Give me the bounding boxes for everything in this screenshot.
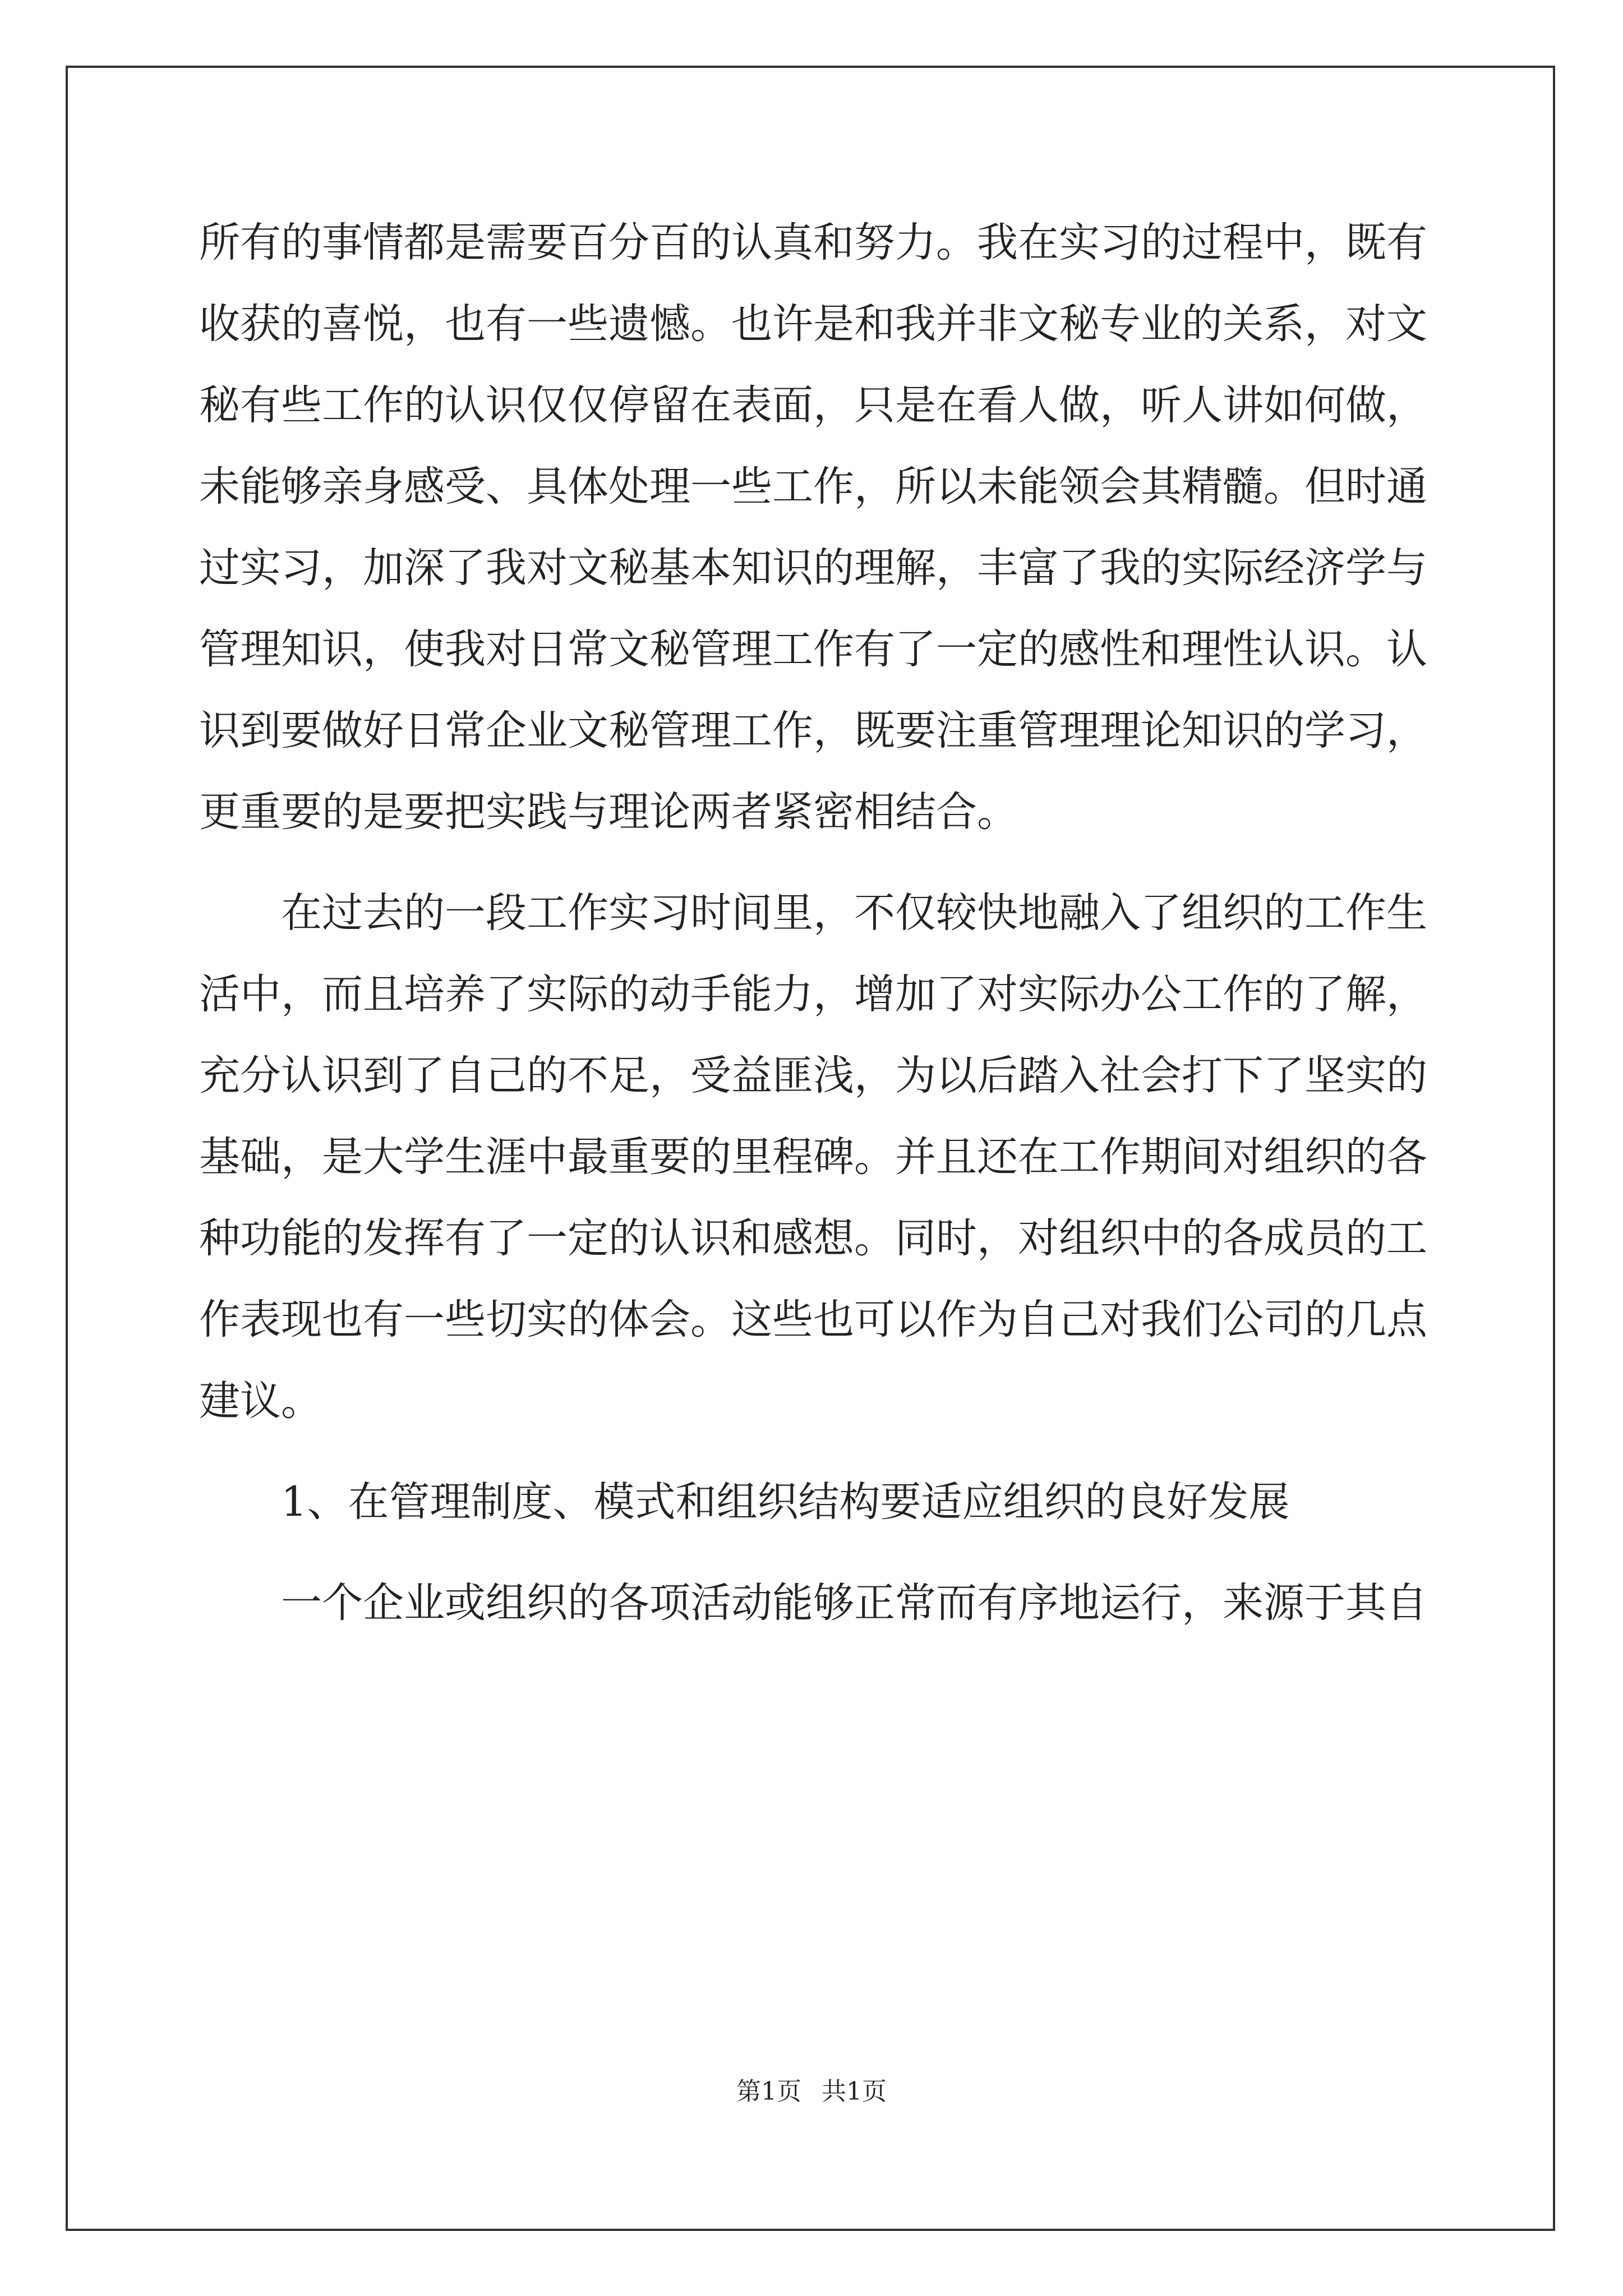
paragraph-2-line: 活中，而且培养了实际的动手能力，增加了对实际办公工作的了解，	[199, 970, 1427, 1018]
page-number: 第1页	[736, 2077, 801, 2106]
paragraph-1-line: 更重要的是要把实践与理论两者紧密相结合。	[199, 788, 1018, 836]
paragraph-2-line: 种功能的发挥有了一定的认识和感想。同时，对组织中的各成员的工	[199, 1214, 1427, 1262]
paragraph-1-line: 过实习，加深了我对文秘基本知识的理解，丰富了我的实际经济学与	[199, 544, 1427, 592]
paragraph-2-line: 在过去的一段工作实习时间里，不仅较快地融入了组织的工作生	[281, 889, 1427, 937]
paragraph-2-line: 建议。	[199, 1377, 322, 1425]
paragraph-2-line: 作表现也有一些切实的体会。这些也可以作为自己对我们公司的几点	[199, 1296, 1427, 1343]
paragraph-1-line: 所有的事情都是需要百分百的认真和努力。我在实习的过程中，既有	[199, 219, 1427, 266]
paragraph-2-line: 充分认识到了自己的不足，受益匪浅，为以后踏入社会打下了坚实的	[199, 1052, 1427, 1099]
page-footer	[0, 2071, 1623, 2107]
paragraph-1-line: 秘有些工作的认识仅仅停留在表面，只是在看人做，听人讲如何做，	[199, 381, 1427, 429]
page-total: 共1页	[822, 2077, 887, 2106]
paragraph-1-line: 未能够亲身感受、具体处理一些工作，所以未能领会其精髓。但时通	[199, 463, 1427, 510]
paragraph-1-line: 管理知识，使我对日常文秘管理工作有了一定的感性和理性认识。认	[199, 625, 1427, 673]
paragraph-1-line: 识到要做好日常企业文秘管理工作，既要注重管理理论知识的学习，	[199, 707, 1427, 754]
paragraph-1-line: 收获的喜悦，也有一些遗憾。也许是和我并非文秘专业的关系，对文	[199, 300, 1427, 348]
document-body	[199, 202, 1427, 1644]
section-heading: 1、在管理制度、模式和组织结构要适应组织的良好发展	[281, 1478, 1290, 1526]
paragraph-3-line: 一个企业或组织的各项活动能够正常而有序地运行，来源于其自	[281, 1579, 1427, 1627]
paragraph-2-line: 基础，是大学生涯中最重要的里程碑。并且还在工作期间对组织的各	[199, 1133, 1427, 1181]
